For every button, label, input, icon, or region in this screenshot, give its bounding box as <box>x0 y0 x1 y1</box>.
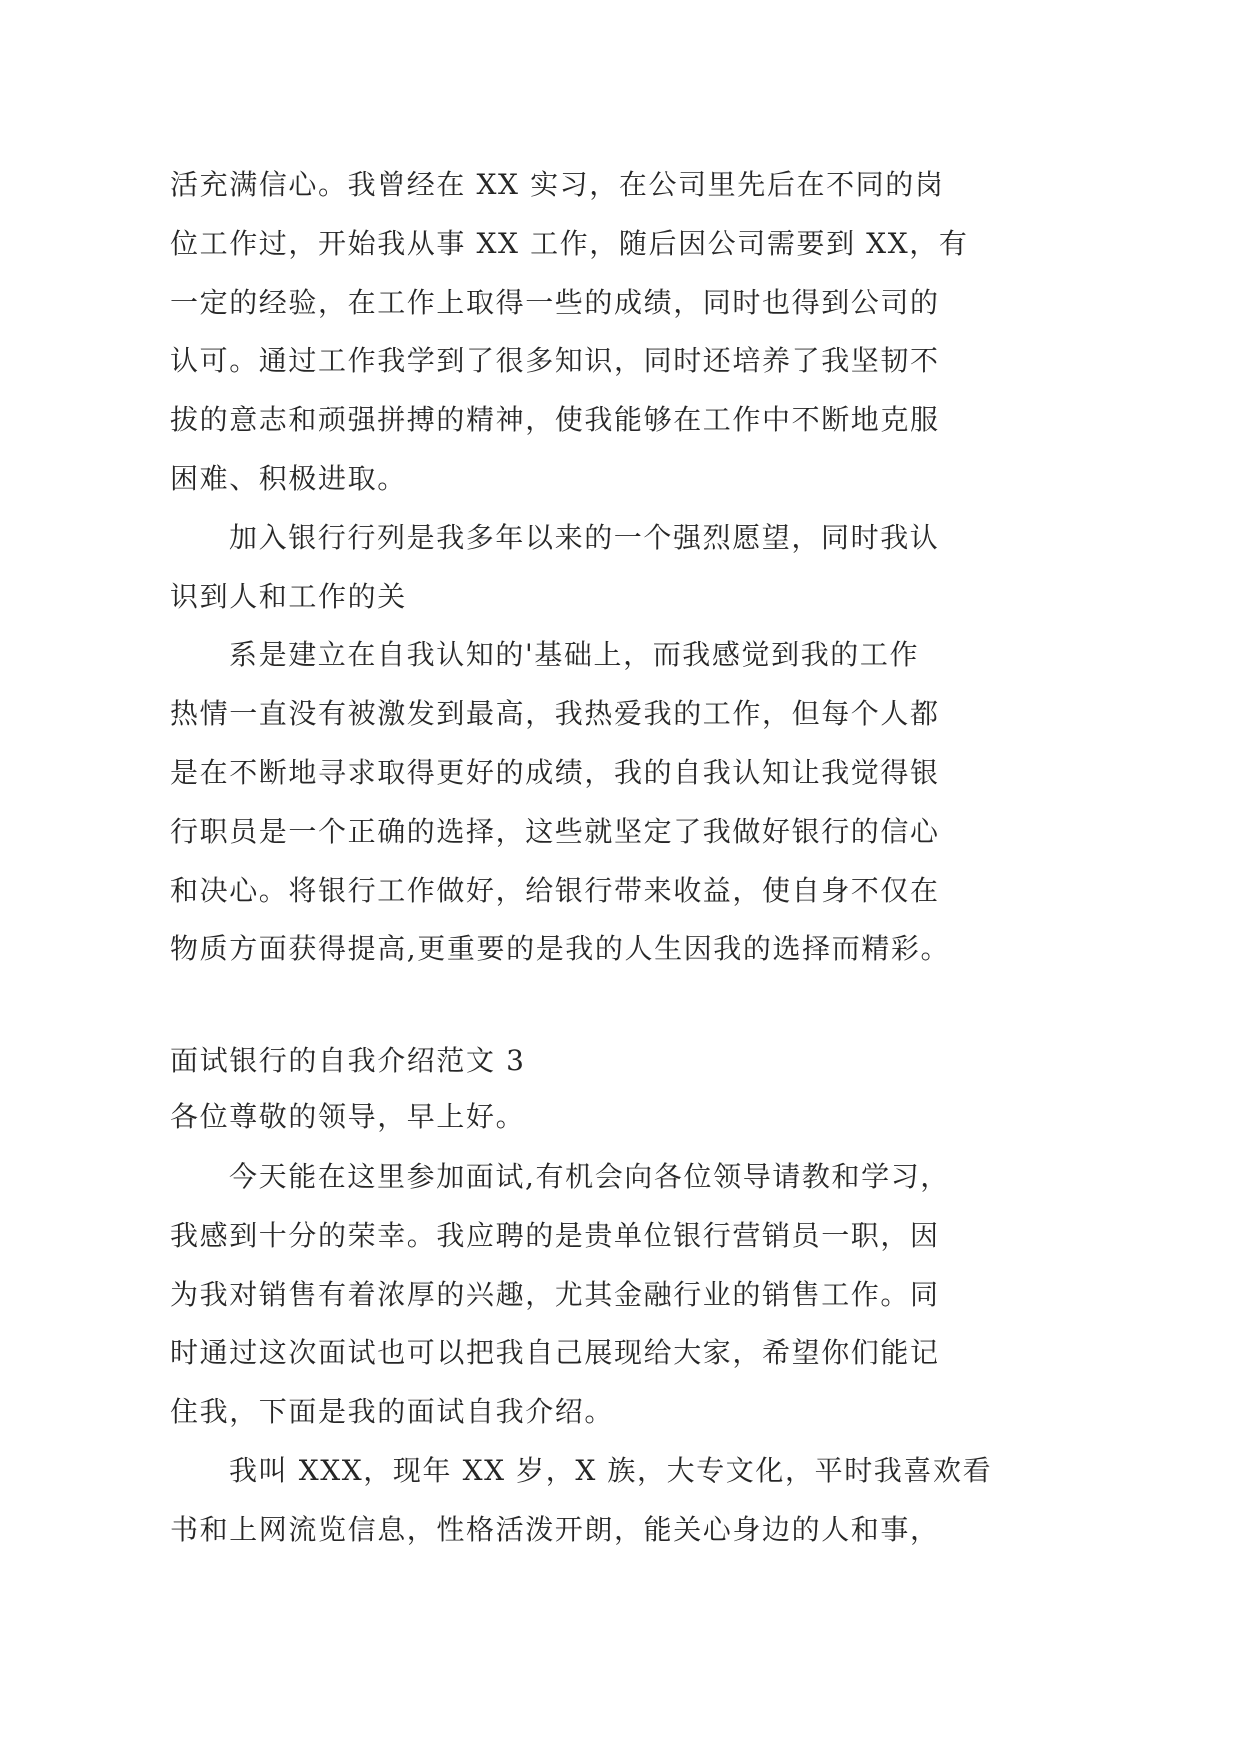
text-line: 位工作过，开始我从事 XX 工作，随后因公司需要到 XX，有 <box>170 226 969 260</box>
body-text-bottom <box>170 1148 993 1560</box>
section-heading-block <box>170 1033 970 1145</box>
text-line: 时通过这次面试也可以把我自己展现给大家，希望你们能记 <box>170 1336 940 1370</box>
text-line: 我叫 XXX，现年 XX 岁，X 族，大专文化，平时我喜欢看 <box>229 1453 993 1487</box>
text-line: 我感到十分的荣幸。我应聘的是贵单位银行营销员一职，因 <box>170 1218 940 1252</box>
text-line: 书和上网流览信息，性格活泼开朗，能关心身边的人和事， <box>170 1512 940 1546</box>
text-line: 系是建立在自我认知的'基础上，而我感觉到我的工作 <box>229 638 920 672</box>
text-line: 活充满信心。我曾经在 XX 实习，在公司里先后在不同的岗 <box>170 168 945 201</box>
text-line: 行职员是一个正确的选择，这些就坚定了我做好银行的信心 <box>170 814 940 848</box>
greeting-line: 各位尊敬的领导，早上好。 <box>170 1100 526 1133</box>
text-line: 一定的经验，在工作上取得一些的成绩，同时也得到公司的 <box>170 285 940 319</box>
body-text-top <box>170 156 970 979</box>
text-line: 住我，下面是我的面试自我介绍。 <box>170 1395 615 1429</box>
text-line: 热情一直没有被激发到最高，我热爱我的工作，但每个人都 <box>170 697 940 731</box>
text-line: 拔的意志和顽强拼搏的精神，使我能够在工作中不断地克服 <box>170 403 940 437</box>
text-line: 今天能在这里参加面试,有机会向各位领导请教和学习， <box>229 1160 950 1193</box>
text-line: 是在不断地寻求取得更好的成绩，我的自我认知让我觉得银 <box>170 755 940 789</box>
text-line: 识到人和工作的关 <box>170 579 407 613</box>
text-line: 认可。通过工作我学到了很多知识，同时还培养了我坚韧不 <box>170 344 940 378</box>
text-line: 和决心。将银行工作做好，给银行带来收益，使自身不仅在 <box>170 873 940 907</box>
text-line: 物质方面获得提高,更重要的是我的人生因我的选择而精彩。 <box>170 932 951 966</box>
text-line: 为我对销售有着浓厚的兴趣，尤其金融行业的销售工作。同 <box>170 1277 940 1311</box>
text-line: 困难、积极进取。 <box>170 461 407 495</box>
section-heading: 面试银行的自我介绍范文 3 <box>170 1044 526 1077</box>
text-line: 加入银行行列是我多年以来的一个强烈愿望，同时我认 <box>229 520 940 554</box>
